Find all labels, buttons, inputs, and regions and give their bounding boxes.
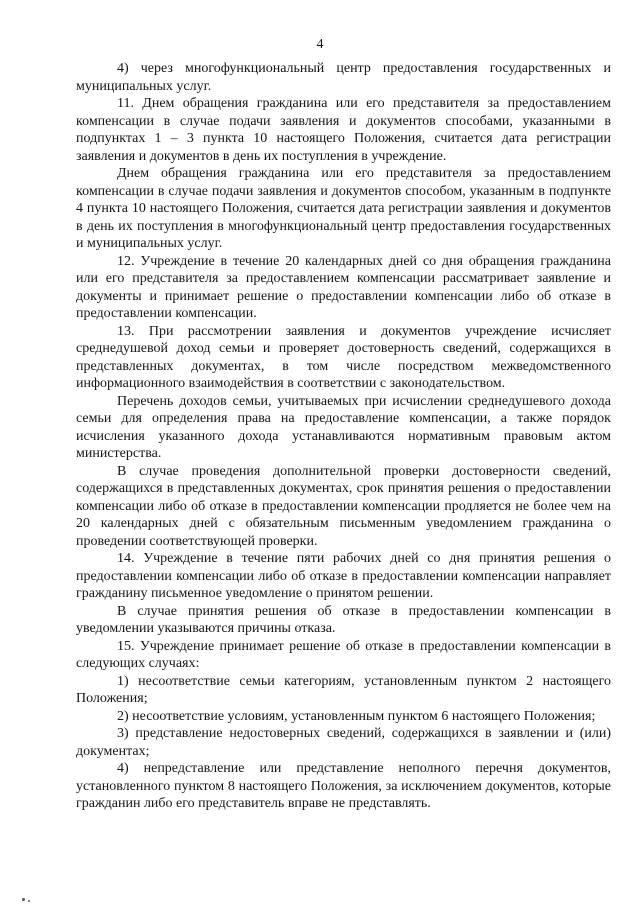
- list-item-refusal-4: 4) непредставление или представление неполного перечня документов, установленного пунктом 8 настоящего Положения, за исключением документов, которые гражданин либо его представитель вправе не представлять.: [76, 761, 611, 811]
- paragraph-14-notification: 14. Учреждение в течение пяти рабочих дней со дня принятия решения о предоставлении компенсации либо об отказе в предоставлении компенсации направляет гражданину письменное уведомление о принятом решении.: [76, 551, 611, 601]
- list-item-refusal-3: 3) представление недостоверных сведений, содержащихся в заявлении и (или) документах;: [76, 726, 611, 759]
- paragraph-14-refusal-reasons: В случае принятия решения об отказе в предоставлении компенсации в уведомлении указываются причины отказа.: [76, 603, 611, 636]
- list-item-refusal-2: 2) несоответствие условиям, установленным пунктом 6 настоящего Положения;: [117, 708, 596, 724]
- paragraph-12-review-term: 12. Учреждение в течение 20 календарных дней со дня обращения гражданина или его представителя за предоставлением компенсации рассматривает заявление и документы и принимает решение о предоставлении компенсации либо об отказе в предоставлении компенсации.: [76, 253, 611, 321]
- paragraph-13-income-list: Перечень доходов семьи, учитываемых при исчислении среднедушевого дохода семьи для определения права на предоставление компенсации, а также порядок исчисления указанного дохода устанавливаются нормативным правовым актом министерства.: [76, 393, 611, 461]
- paragraph-15-refusal-cases: 15. Учреждение принимает решение об отказе в предоставлении компенсации в следующих случаях:: [76, 638, 611, 671]
- paragraph-13-additional-check: В случае проведения дополнительной проверки достоверности сведений, содержащихся в представленных документах, срок принятия решения о предоставлении компенсации либо об отказе в предоставлении компенсации продляется не более чем на 20 календарных дней с обязательным письменным уведомлением гражданина о проведении соответствующей проверки.: [76, 463, 611, 549]
- scan-speck: [28, 900, 30, 902]
- paragraph-11-mfc-date: Днем обращения гражданина или его представителя за предоставлением компенсации в случае подачи заявления и документов способом, указанным в подпункте 4 пункта 10 настоящего Положения, считается дата регистрации заявления и документов в день их поступления в многофункциональный центр предоставления государственных и муниципальных услуг.: [76, 166, 611, 251]
- scan-speck: [22, 898, 25, 901]
- paragraph-11-application-date: 11. Днем обращения гражданина или его представителя за предоставлением компенсации в случае подачи заявления и документов способами, указанными в подпунктах 1 – 3 пункта 10 настоящего Положения, считается дата регистрации заявления и документов в день их поступления в учреждение.: [76, 96, 611, 164]
- paragraph-item-4-mfc: 4) через многофункциональный центр предоставления государственных и муниципальных услуг.: [76, 61, 611, 94]
- page-number: 4: [316, 37, 324, 52]
- list-item-refusal-1: 1) несоответствие семьи категориям, установленным пунктом 2 настоящего Положения;: [76, 673, 611, 706]
- document-body: [76, 60, 611, 813]
- paragraph-13-income-calculation: 13. При рассмотрении заявления и документов учреждение исчисляет среднедушевой доход семьи и проверяет достоверность сведений, содержащихся в представленных документах, в том числе посредством межведомственного информационного взаимодействия в соответствии с законодательством.: [76, 323, 611, 391]
